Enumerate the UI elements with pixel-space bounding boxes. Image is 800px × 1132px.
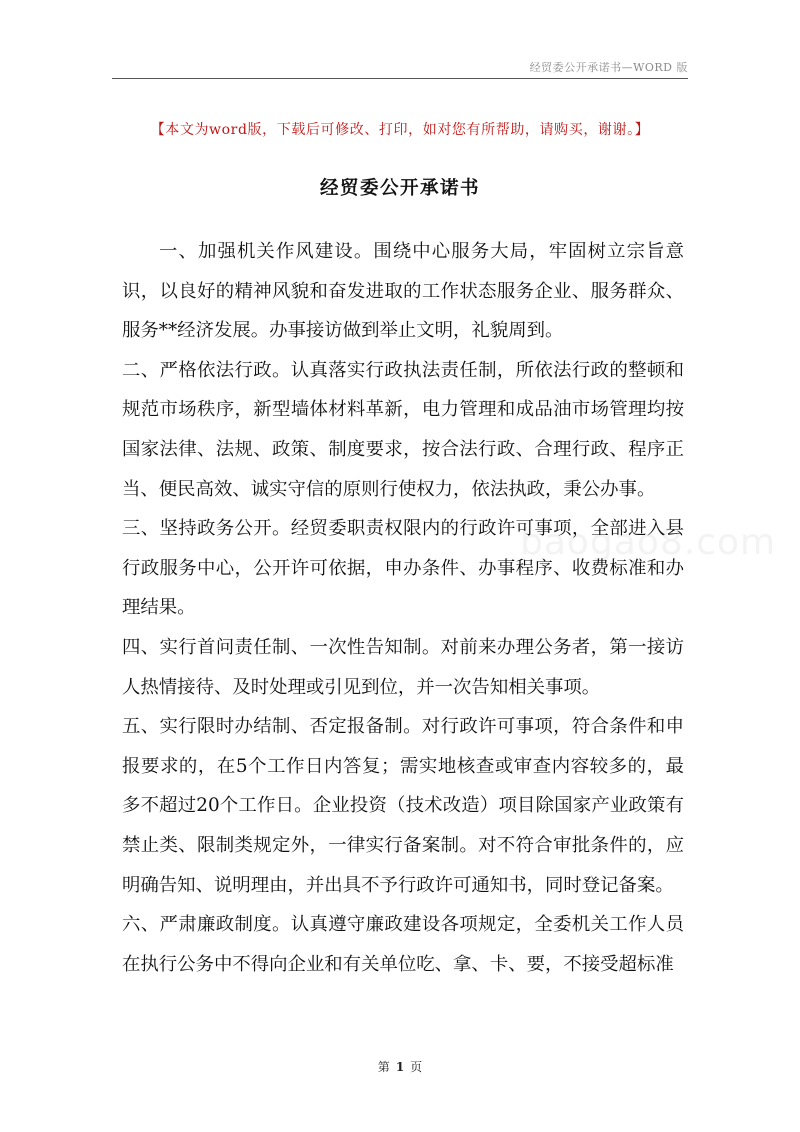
footer-suffix: 页	[410, 1060, 423, 1074]
document-title: 经贸委公开承诺书	[319, 178, 480, 199]
paragraph-6: 六、严肃廉政制度。认真遵守廉政建设各项规定，全委机关工作人员在执行公务中不得向企业和有关单位吃、拿、卡、要，不接受超标准	[122, 914, 684, 975]
footer-prefix: 第	[377, 1060, 390, 1074]
paragraph-1: 一、加强机关作风建设。围绕中心服务大局，牢固树立宗旨意识，以良好的精神风貌和奋发进取的工作状态服务企业、服务群众、服务**经济发展。办事接访做到举止文明，礼貌周到。	[122, 241, 684, 342]
paragraph-5: 五、实行限时办结制、否定报备制。对行政许可事项，符合条件和申报要求的，在5个工作日内答复；需实地核查或审查内容较多的，最多不超过20个工作日。企业投资（技术改造）项目除国家产业政策有禁止类、限制类规定外，一律实行备案制。对不符合审批条件的，应明确告知、说明理由，并出具不予行政许可通知书，同时登记备案。	[122, 716, 684, 896]
purchase-notice: 【本文为word版，下载后可修改、打印，如对您有所帮助，请购买，谢谢。】	[150, 122, 650, 138]
page-header	[112, 56, 688, 79]
paragraph-4: 四、实行首问责任制、一次性告知制。对前来办理公务者，第一接访人热情接待、及时处理或引见到位，并一次告知相关事项。	[122, 636, 684, 698]
document-body	[122, 232, 684, 984]
page-number: 1	[395, 1060, 405, 1074]
paragraph-3: 三、坚持政务公开。经贸委职责权限内的行政许可事项，全部进入县行政服务中心，公开许可依据，申办条件、办事程序、收费标准和办理结果。	[122, 518, 684, 619]
watermark: baogao8.com	[520, 522, 777, 563]
page-footer	[0, 1058, 800, 1075]
paragraph-2: 二、严格依法行政。认真落实行政执法责任制，所依法行政的整顿和规范市场秩序，新型墙体材料革新，电力管理和成品油市场管理均按国家法律、法规、政策、制度要求，按合法行政、合理行政、程序正当、便民高效、诚实守信的原则行使权力，依法执政，秉公办事。	[122, 359, 684, 500]
running-title: 经贸委公开承诺书—WORD 版	[529, 61, 688, 74]
